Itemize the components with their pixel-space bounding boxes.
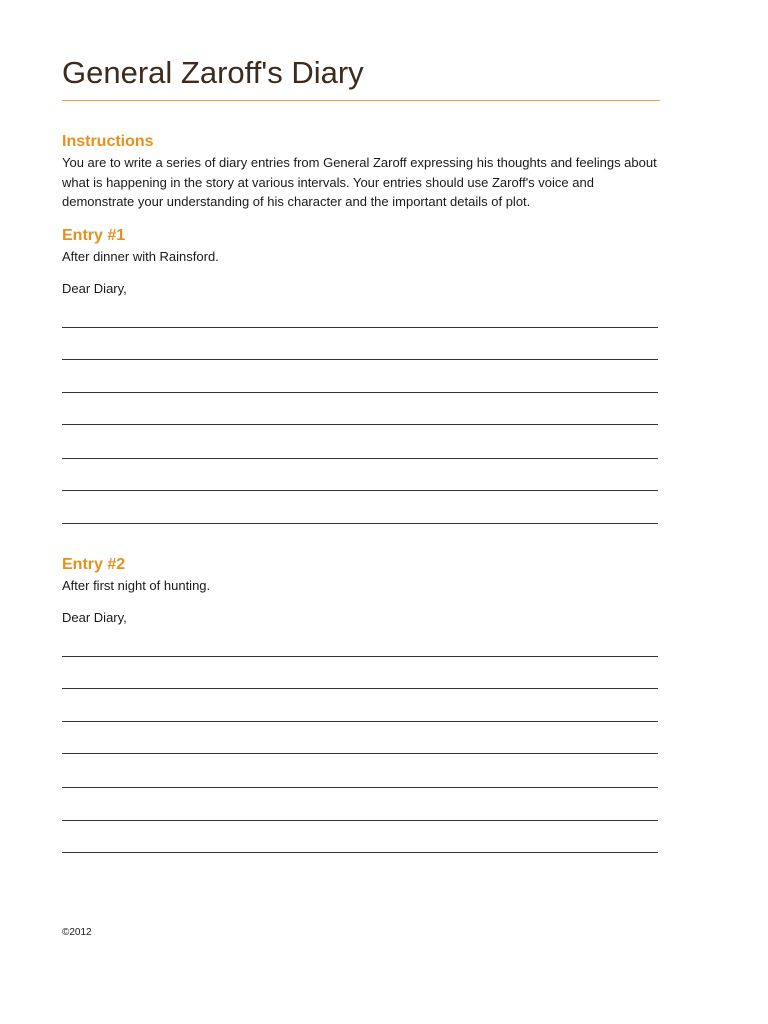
- writing-line[interactable]: [62, 820, 658, 821]
- writing-line[interactable]: [62, 753, 658, 754]
- writing-line[interactable]: [62, 424, 658, 425]
- writing-line[interactable]: [62, 787, 658, 788]
- entry-1-salutation: Dear Diary,: [62, 281, 127, 296]
- writing-line[interactable]: [62, 458, 658, 459]
- writing-line[interactable]: [62, 359, 658, 360]
- entry-1-heading: Entry #1: [62, 227, 126, 244]
- writing-line[interactable]: [62, 392, 658, 393]
- writing-line[interactable]: [62, 656, 658, 657]
- writing-line[interactable]: [62, 852, 658, 853]
- entry-1-subtitle: After dinner with Rainsford.: [62, 249, 219, 264]
- writing-line[interactable]: [62, 721, 658, 722]
- entry-2-salutation: Dear Diary,: [62, 610, 127, 625]
- writing-line[interactable]: [62, 523, 658, 524]
- entry-2-heading: Entry #2: [62, 556, 126, 573]
- title-divider: [62, 100, 660, 101]
- writing-line[interactable]: [62, 688, 658, 689]
- copyright-footer: ©2012: [62, 927, 92, 938]
- entry-2-subtitle: After first night of hunting.: [62, 578, 211, 593]
- instructions-text: You are to write a series of diary entries from General Zaroff expressing his thoughts and feelings about what is happening in the story at various intervals. Your entries should use Zaroff's voice and demonstrate your understanding of his character and the important details of plot.: [62, 155, 657, 209]
- instructions-heading: Instructions: [62, 133, 154, 150]
- writing-line[interactable]: [62, 490, 658, 491]
- page-title: General Zaroff's Diary: [62, 55, 364, 90]
- writing-line[interactable]: [62, 327, 658, 328]
